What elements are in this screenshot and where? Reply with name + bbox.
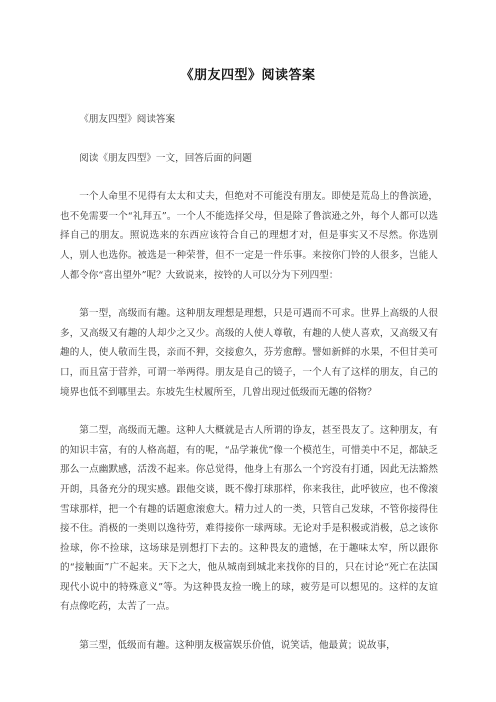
paragraph: 第三型，低级而有趣。这种朋友极富娱乐价值，说笑话，他最黄；说故事， — [79, 640, 396, 652]
document-body — [60, 110, 438, 675]
paragraph: 一个人命里不见得有太太和丈夫，但绝对不可能没有朋友。即使是荒岛上的鲁滨逊，也不免需要一个“礼拜五”。一个人不能选择父母，但是除了鲁滨逊之外，每个人都可以选择自己的朋友。照说选来的东西应该符合自己的理想才对，但是事实又不尽然。你选别人，别人也选你。被选是一种荣誉，但不一定是一件乐事。来按你门铃的人很多，岂能人人都令你“喜出望外”呢？大致说来，按铃的人可以分为下列四型： — [60, 191, 438, 281]
paragraph: 第二型，高级而无趣。这种人大概就是古人所谓的诤友，甚至畏友了。这种朋友，有的知识丰富，有的人格高超，有的呢，“品学兼优”像一个模范生，可惜美中不足，都缺乏那么一点幽默感，活泼不起来。你总觉得，他身上有那么一个窍没有打通，因此无法豁然开朗，具备充分的现实感。跟他交谈，既不像打球那样，你来我往，此呼彼应，也不像滚雪球那样，把一个有趣的话题愈滚愈大。精力过人的一类，只管自己发球，不管你接得住接不住。消极的一类则以逸待劳，难得接你一球两球。无论对手是积极或消极，总之该你捡球，你不捡球，这场球是别想打下去的。这种畏友的遗憾，在于趣味太窄，所以跟你的“接触面”广不起来。天下之大，他从城南到城北来找你的目的，只在讨论“死亡在法国现代小说中的特殊意义”等。为这种畏友捡一晚上的球，疲劳是可以想见的。这样的友谊有点像吃药，太苦了一点。 — [60, 425, 438, 613]
paragraph: 《朋友四型》阅读答案 — [79, 114, 176, 125]
document-title: 《朋友四型》阅读答案 — [180, 68, 316, 83]
paragraph: 第一型，高级而有趣。这种朋友理想是理想，只是可遇而不可求。世界上高级的人很多，又高级又有趣的人却少之又少。高级的人使人尊敬，有趣的人使人喜欢，又高级又有趣的人，使人敬而生畏，亲而不狎，交接愈久，芬芳愈醇。譬如新鲜的水果，不但甘美可口，而且富于营养，可谓一举两得。朋友是自己的镜子，一个人有了这样的朋友，自己的境界也低不到哪里去。东坡先生杖履所至，几曾出现过低级而无趣的俗物？ — [60, 308, 438, 398]
paragraph: 阅读《朋友四型》一文，回答后面的问题 — [79, 152, 252, 164]
